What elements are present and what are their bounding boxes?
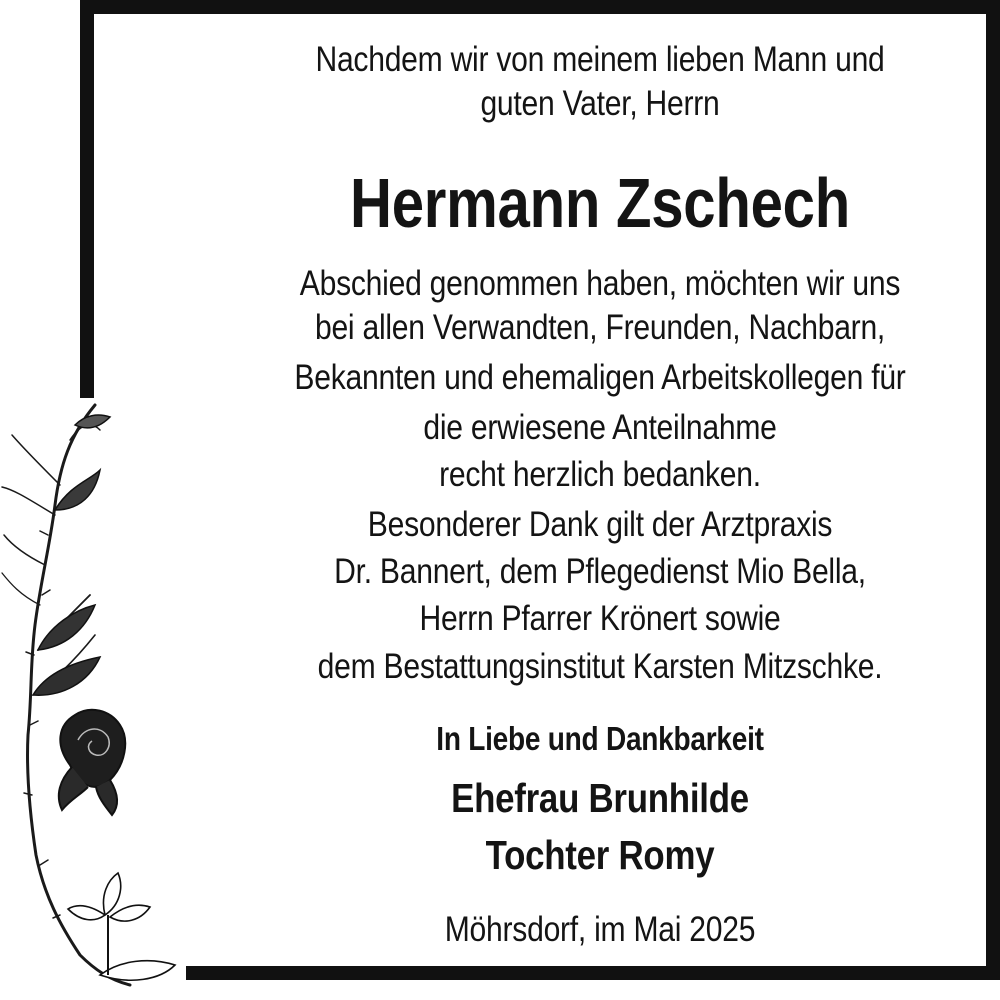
body-line-5: recht herzlich bedanken. bbox=[439, 455, 761, 494]
place-date: Möhrsdorf, im Mai 2025 bbox=[444, 910, 756, 949]
signatory-1: Ehefrau Brunhilde bbox=[451, 775, 749, 821]
body-line-2: bei allen Verwandten, Freunden, Nachbarn, bbox=[314, 308, 886, 347]
body-line-3: Bekannten und ehemaligen Arbeitskollegen für bbox=[294, 358, 906, 397]
frame-left-border bbox=[80, 0, 94, 398]
body-line-6: Besonderer Dank gilt der Arztpraxis bbox=[367, 505, 833, 544]
body-line-9: dem Bestattungsinstitut Karsten Mitzschke. bbox=[317, 647, 883, 686]
signatory-2: Tochter Romy bbox=[485, 832, 715, 878]
notice-content bbox=[200, 0, 1000, 1000]
deceased-name: Hermann Zschech bbox=[350, 164, 850, 242]
body-line-7: Dr. Bannert, dem Pflegedienst Mio Bella, bbox=[334, 552, 866, 591]
closing-line: In Liebe und Dankbarkeit bbox=[436, 720, 764, 757]
body-line-1: Abschied genommen haben, möchten wir uns bbox=[299, 264, 901, 303]
body-line-4: die erwiesene Anteilnahme bbox=[423, 408, 777, 447]
intro-line-2: guten Vater, Herrn bbox=[480, 84, 720, 123]
body-line-8: Herrn Pfarrer Krönert sowie bbox=[419, 599, 781, 638]
rose-icon bbox=[0, 395, 185, 995]
intro-line-1: Nachdem wir von meinem lieben Mann und bbox=[315, 40, 885, 79]
